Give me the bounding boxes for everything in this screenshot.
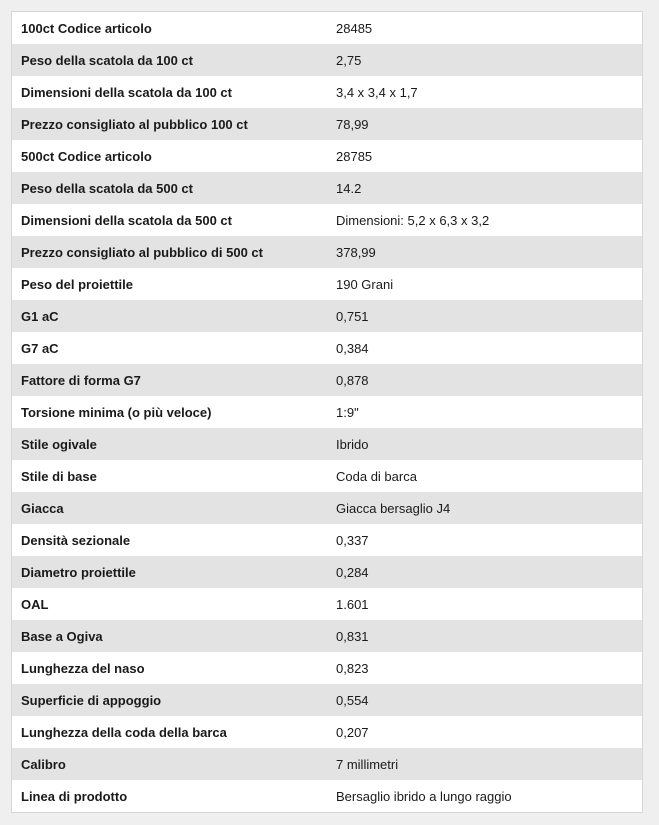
spec-value: 28485	[336, 20, 373, 36]
table-row	[12, 556, 642, 588]
spec-value: 78,99	[336, 116, 369, 132]
table-row	[12, 204, 642, 236]
table-row	[12, 748, 642, 780]
spec-label: Stile ogivale	[21, 436, 97, 452]
spec-label: Diametro proiettile	[21, 564, 136, 580]
spec-label: 100ct Codice articolo	[21, 20, 152, 36]
spec-value: Bersaglio ibrido a lungo raggio	[336, 788, 512, 804]
spec-value: 378,99	[336, 244, 376, 260]
spec-label: Base a Ogiva	[21, 628, 103, 644]
table-row	[12, 716, 642, 748]
spec-label: Dimensioni della scatola da 500 ct	[21, 212, 232, 228]
spec-label: Peso della scatola da 500 ct	[21, 180, 193, 196]
table-row	[12, 780, 642, 812]
spec-value: 7 millimetri	[336, 756, 399, 772]
spec-label: Densità sezionale	[21, 532, 131, 548]
spec-label: Peso del proiettile	[21, 276, 133, 292]
spec-value: 0,384	[336, 340, 369, 356]
table-row	[12, 140, 642, 172]
table-row	[12, 172, 642, 204]
table-row	[12, 492, 642, 524]
spec-value: 3,4 x 3,4 x 1,7	[336, 84, 418, 100]
spec-label: Dimensioni della scatola da 100 ct	[21, 84, 232, 100]
table-row	[12, 652, 642, 684]
spec-value: Dimensioni: 5,2 x 6,3 x 3,2	[336, 212, 490, 228]
table-row	[12, 684, 642, 716]
table-row	[12, 524, 642, 556]
table-row	[12, 620, 642, 652]
table-row	[12, 76, 642, 108]
spec-label: OAL	[21, 596, 49, 612]
spec-label: Peso della scatola da 100 ct	[21, 52, 193, 68]
table-row	[12, 396, 642, 428]
table-row	[12, 268, 642, 300]
spec-value: 0,831	[336, 628, 369, 644]
spec-value: Ibrido	[336, 436, 369, 452]
spec-value: 1.601	[336, 596, 369, 612]
spec-value: Coda di barca	[336, 468, 417, 484]
spec-value: 0,878	[336, 372, 369, 388]
table-row	[12, 428, 642, 460]
spec-label: Lunghezza della coda della barca	[21, 724, 227, 740]
spec-label: Stile di base	[21, 468, 97, 484]
table-row	[12, 588, 642, 620]
spec-value: 0,823	[336, 660, 369, 676]
spec-label: Torsione minima (o più veloce)	[21, 404, 212, 420]
spec-label: Lunghezza del naso	[21, 660, 145, 676]
table-row	[12, 44, 642, 76]
spec-label: Prezzo consigliato al pubblico di 500 ct	[21, 244, 263, 260]
spec-label: Linea di prodotto	[21, 788, 128, 804]
spec-value: 0,337	[336, 532, 369, 548]
spec-label: Calibro	[21, 756, 66, 772]
spec-value: 0,207	[336, 724, 369, 740]
table-row	[12, 460, 642, 492]
spec-label: Superficie di appoggio	[21, 692, 162, 708]
table-row	[12, 236, 642, 268]
spec-value: 190 Grani	[336, 276, 394, 292]
spec-label: Fattore di forma G7	[21, 372, 141, 388]
spec-value: 28785	[336, 148, 373, 164]
spec-label: G1 aC	[21, 308, 59, 324]
spec-value: 0,554	[336, 692, 369, 708]
spec-value: 1:9"	[336, 404, 359, 420]
spec-label: 500ct Codice articolo	[21, 148, 152, 164]
table-row	[12, 364, 642, 396]
table-row	[12, 108, 642, 140]
spec-value: Giacca bersaglio J4	[336, 500, 451, 516]
product-spec-table	[11, 11, 643, 813]
spec-value: 0,284	[336, 564, 369, 580]
spec-label: Giacca	[21, 500, 64, 516]
table-row	[12, 332, 642, 364]
spec-label: G7 aC	[21, 340, 59, 356]
spec-label: Prezzo consigliato al pubblico 100 ct	[21, 116, 248, 132]
spec-value: 14.2	[336, 180, 362, 196]
table-row	[12, 12, 642, 44]
table-row	[12, 300, 642, 332]
spec-value: 0,751	[336, 308, 369, 324]
spec-value: 2,75	[336, 52, 362, 68]
